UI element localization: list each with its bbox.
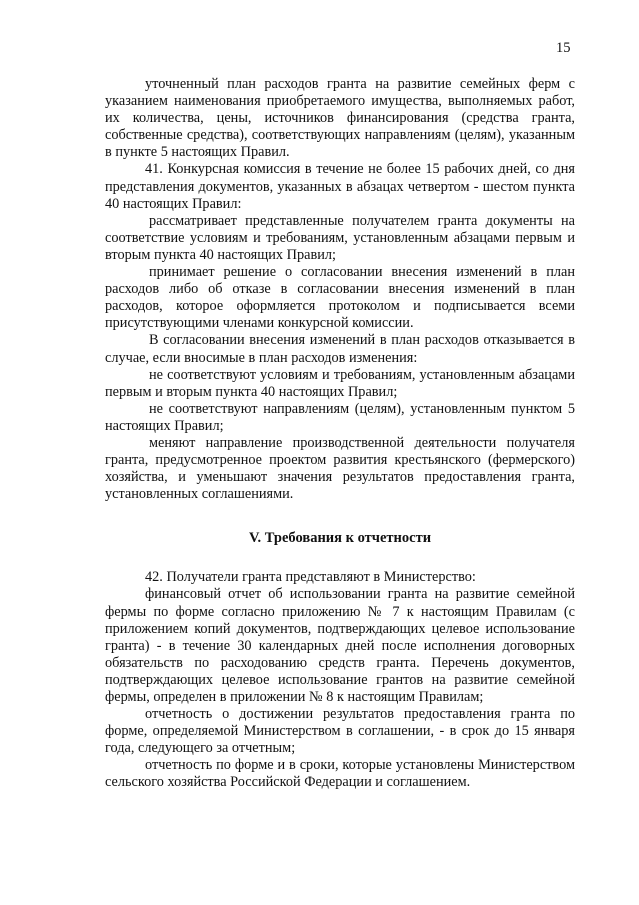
paragraph-refusal-directions: не соответствуют направлениям (целям), установленным пунктом 5 настоящих Правил; [105,400,575,434]
paragraph-refusal-conditions: не соответствуют условиям и требованиям, установленным абзацами первым и вторым пункта 40 настоящих Правил; [105,366,575,400]
paragraph-41-decision: принимает решение о согласовании внесения изменений в план расходов либо об отказе в согласовании внесения изменений в план расходов, которое оформляется протоколом и подписывается всеми присутствующими членами конкурсной комиссии. [105,264,575,332]
paragraph-refusal-intro: В согласовании внесения изменений в план расходов отказывается в случае, если вносимые в план расходов изменения: [105,332,575,366]
paragraph-plan-continuation: уточненный план расходов гранта на развитие семейных ферм с указанием наименования приобретаемого имущества, выполняемых работ, их количества, цены, источников финансирования (средства гранта, собственные средства), соответствующих направлениям (целям), указанным в пункте 5 настоящих Правил. [105,76,575,161]
paragraph-42-intro: 42. Получатели гранта представляют в Министерство: [145,569,476,586]
page-number: 15 [556,40,571,56]
paragraph-42-ministry-report: отчетность по форме и в сроки, которые установлены Министерством сельского хозяйства Российской Федерации и соглашением. [105,757,575,791]
paragraph-41-review: рассматривает представленные получателем гранта документы на соответствие условиям и требованиям, установленным абзацами первым и вторым пункта 40 настоящих Правил; [105,212,575,263]
paragraph-refusal-activity: меняют направление производственной деятельности получателя гранта, предусмотренное проектом развития крестьянского (фермерского) хозяйства, и уменьшают значения результатов предоставления гранта, установленных соглашениями. [105,434,575,503]
paragraph-42-financial-report: финансовый отчет об использовании гранта на развитие семейной фермы по форме согласно приложению № 7 к настоящим Правилам (с приложением копий документов, подтверждающих целевое использование гранта) - в течение 30 календарных дней после исполнения договорных обязательств по расходованию средств гранта. Перечень документов, подтверждающих целевое использование грантов на развитие семейной фермы, определен в приложении № 8 к настоящим Правилам; [105,586,575,705]
section-heading: V. Требования к отчетности [248,530,432,547]
paragraph-41-intro: 41. Конкурсная комиссия в течение не более 15 рабочих дней, со дня представления документов, указанных в абзацах четвертом - шестом пункта 40 настоящих Правил: [105,161,575,212]
paragraph-42-results-report: отчетность о достижении результатов предоставления гранта по форме, определяемой Министерством в соглашении, - в срок до 15 января года, следующего за отчетным; [105,706,575,757]
document-body [105,76,575,792]
